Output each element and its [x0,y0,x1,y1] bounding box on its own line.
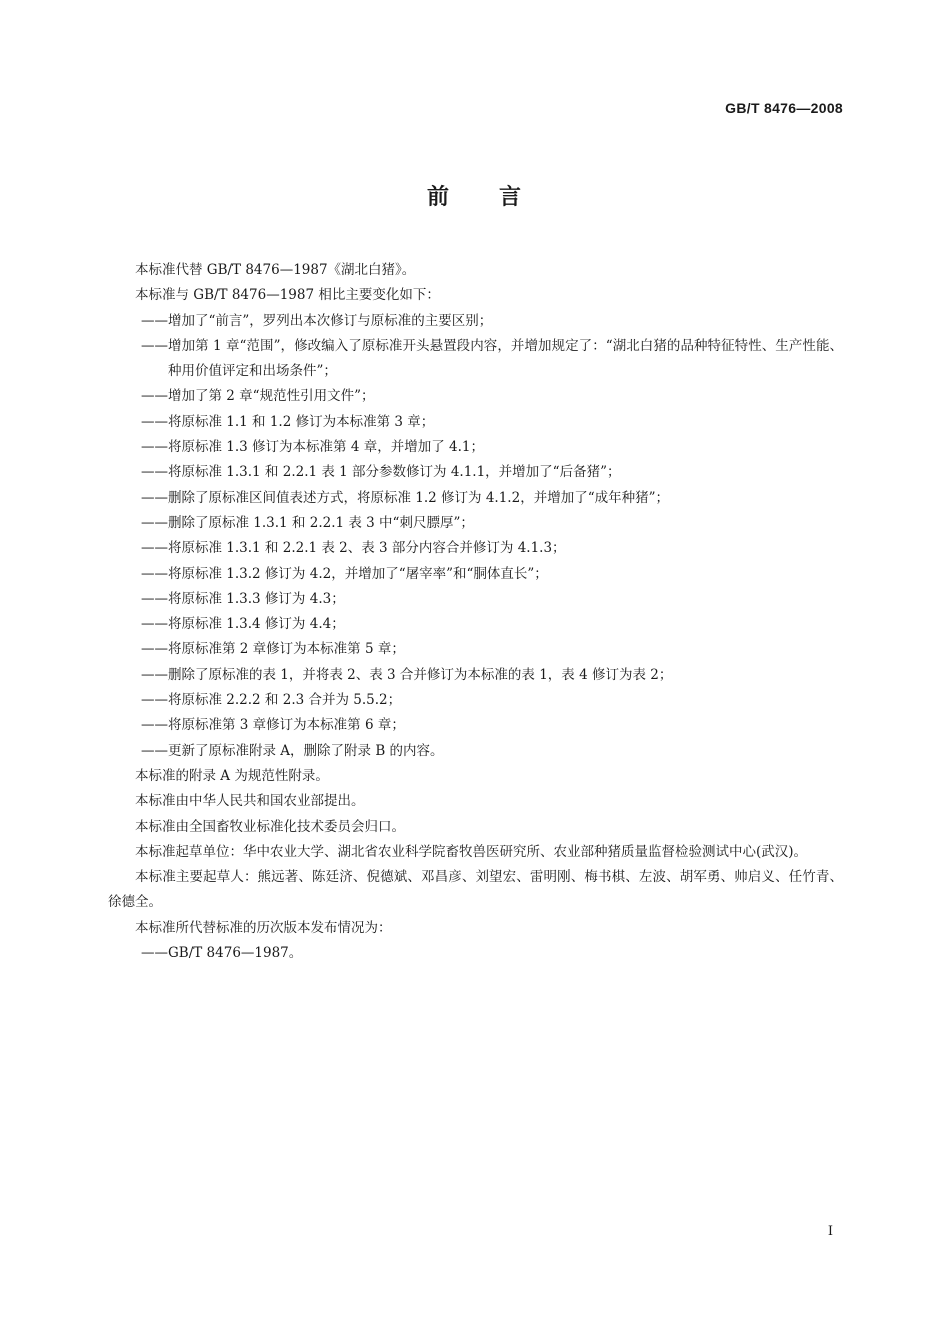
changes-list [108,309,843,764]
paragraph-proposer: 本标准由中华人民共和国农业部提出。 [135,793,365,810]
standard-code: GB/T 8476—2008 [725,100,843,116]
paragraph-drafters: 本标准主要起草人：熊远著、陈廷济、倪德斌、邓昌彦、刘望宏、雷明刚、梅书棋、左波、胡军勇、帅启义、任竹青、徐德全。 [108,869,843,911]
page-title: 前 言 [426,185,523,210]
list-item: ——将原标准 1.3.3 修订为 4.3； [141,590,345,607]
paragraph-appendix: 本标准的附录 A 为规范性附录。 [135,767,329,784]
list-item: ——将原标准 1.3 修订为本标准第 4 章，并增加了 4.1； [141,439,484,456]
list-item: ——将原标准 1.3.2 修订为 4.2，并增加了“屠宰率”和“胴体直长”； [141,565,548,582]
list-item: ——删除了原标准 1.3.1 和 2.2.1 表 3 中“刺尺膘厚”； [141,514,474,531]
list-item: ——增加第 1 章“范围”，修改编入了原标准开头悬置段内容，并增加规定了：“湖北白猪的品种特征特性、生产性能、种用价值评定和出场条件”； [141,337,843,380]
foreword-body [108,258,843,966]
list-item: ——将原标准 1.1 和 1.2 修订为本标准第 3 章； [141,413,435,430]
paragraph-drafting-units: 本标准起草单位：华中农业大学、湖北省农业科学院畜牧兽医研究所、农业部种猪质量监督检验测试中心(武汉)。 [135,843,808,860]
paragraph-history-intro: 本标准所代替标准的历次版本发布情况为： [135,919,392,936]
list-item: ——将原标准 1.3.1 和 2.2.1 表 1 部分参数修订为 4.1.1，并增加了“后备猪”； [141,464,621,481]
paragraph-committee: 本标准由全国畜牧业标准化技术委员会归口。 [135,818,405,835]
list-item: ——删除了原标准的表 1，并将表 2、表 3 合并修订为本标准的表 1，表 4 修订为表 2； [141,666,673,683]
list-item: ——将原标准 2.2.2 和 2.3 合并为 5.5.2； [141,692,402,709]
list-item: ——将原标准 1.3.4 修订为 4.4； [141,616,345,633]
paragraph-replaces: 本标准代替 GB/T 8476—1987《湖北白猪》。 [135,262,416,278]
list-item: ——将原标准第 3 章修订为本标准第 6 章； [141,717,405,734]
history-item: ——GB/T 8476—1987。 [141,945,303,962]
list-item: ——增加了“前言”，罗列出本次修订与原标准的主要区别； [141,312,493,329]
paragraph-changes-intro: 本标准与 GB/T 8476—1987 相比主要变化如下： [135,287,440,304]
list-item: ——将原标准第 2 章修订为本标准第 5 章； [141,641,405,658]
list-item: ——增加了第 2 章“规范性引用文件”； [141,388,375,405]
list-item: ——删除了原标准区间值表述方式，将原标准 1.2 修订为 4.1.2，并增加了“成年种猪”； [141,489,669,506]
page-number: I [827,1224,833,1239]
list-item: ——将原标准 1.3.1 和 2.2.1 表 2、表 3 部分内容合并修订为 4.1.3； [141,540,566,557]
list-item: ——更新了原标准附录 A，删除了附录 B 的内容。 [141,742,444,759]
